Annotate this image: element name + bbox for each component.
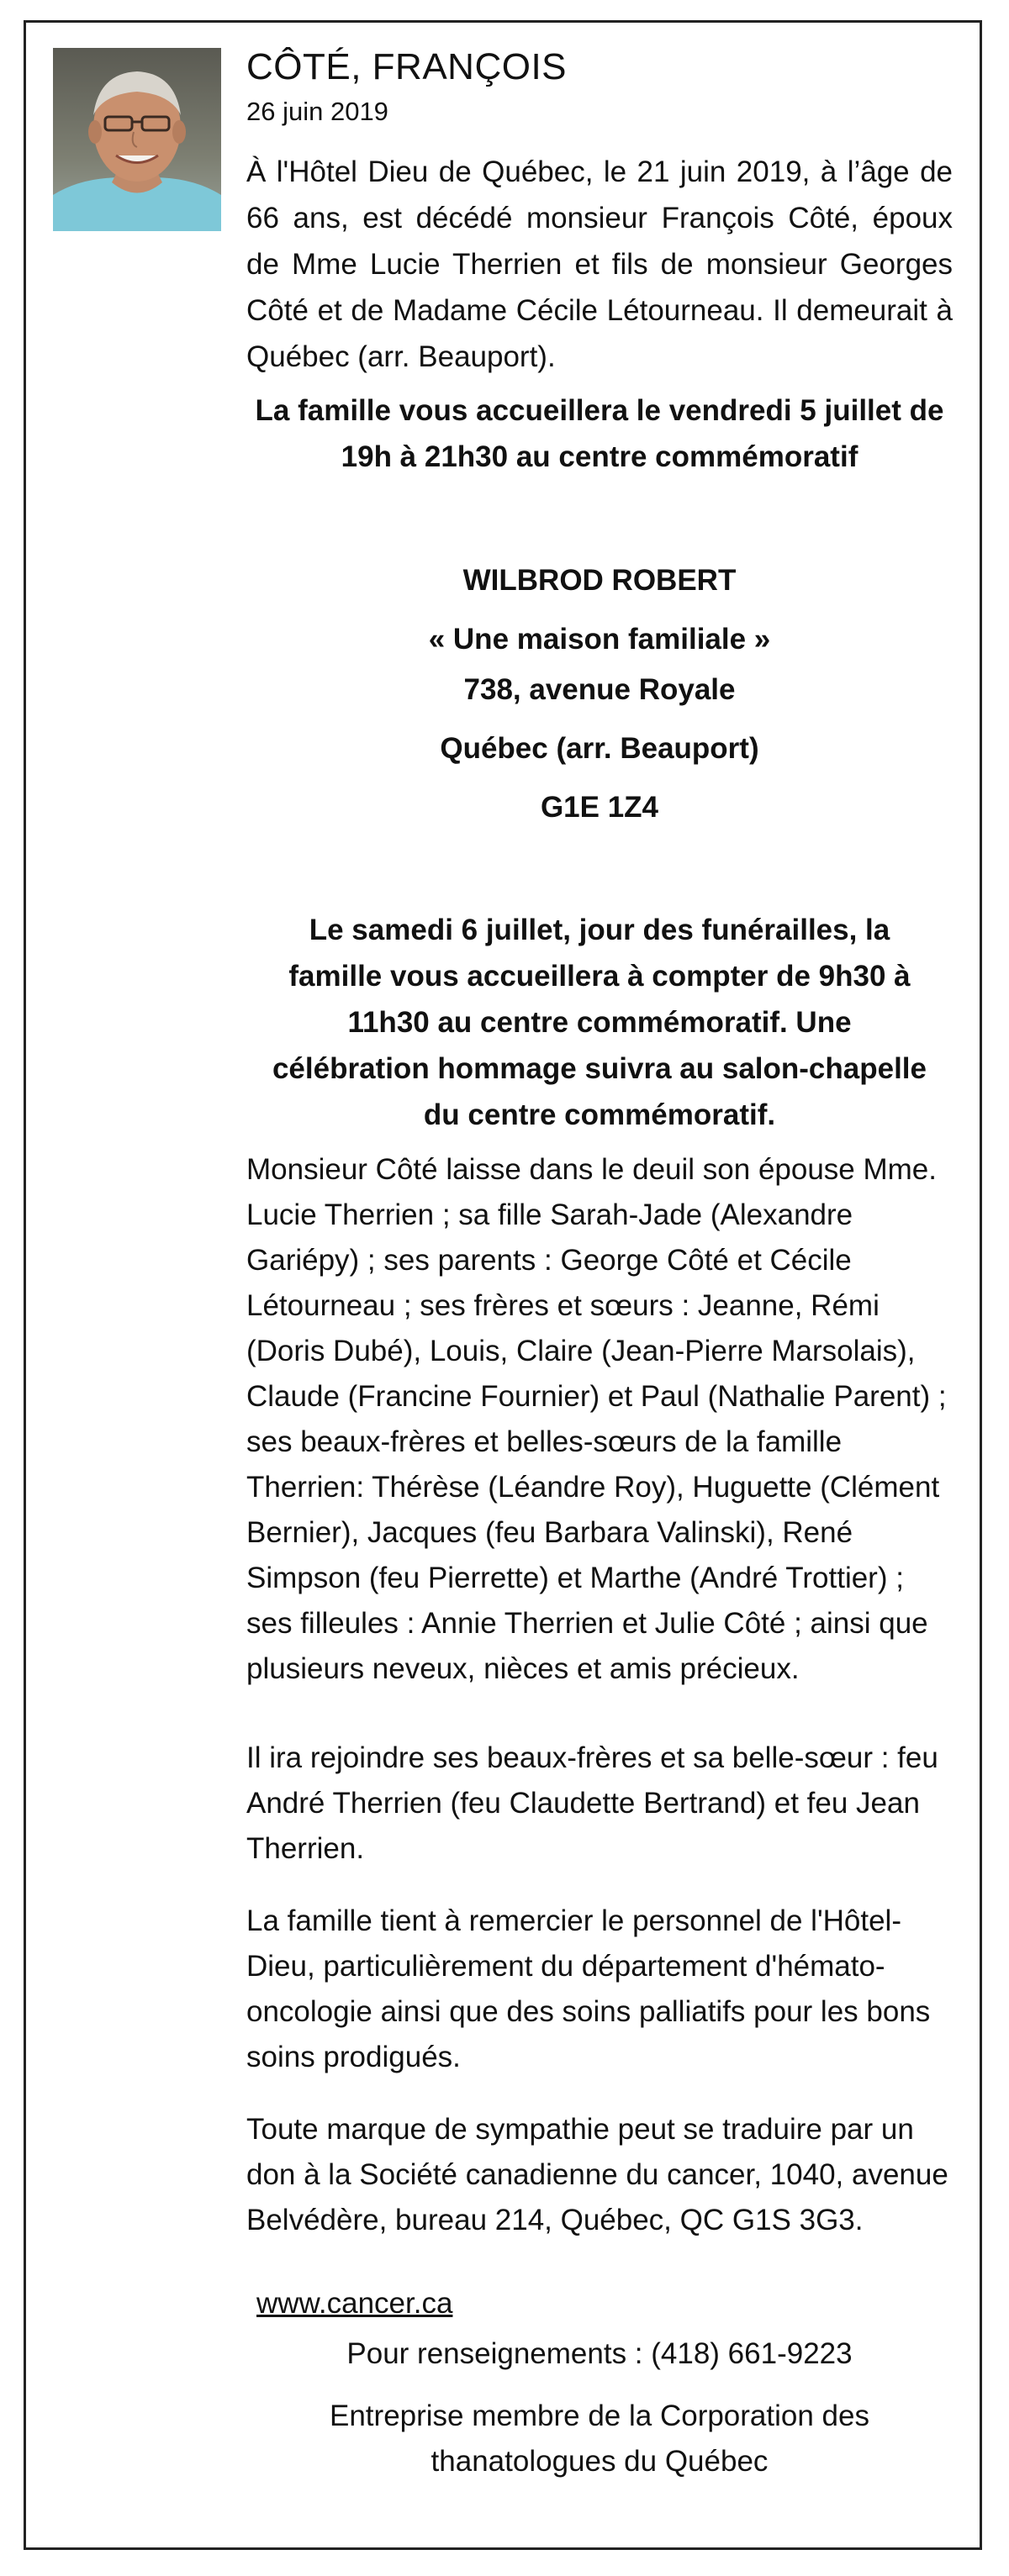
donation-paragraph: Toute marque de sympathie peut se traduire par un don à la Société canadienne du cancer, 1040, avenue Belvédère, bureau 214, Québec, QC G1S 3G3. (246, 2113, 948, 2236)
venue-name: WILBROD ROBERT (462, 564, 737, 597)
intro-paragraph: À l'Hôtel Dieu de Québec, le 21 juin 2019, à l’âge de 66 ans, est décédé monsieur François Côté, époux de Mme Lucie Therrien et fils de monsieur Georges Côté et de Madame Cécile Létourneau. Il demeurait à Québec (arr. Beauport). (246, 155, 953, 373)
venue-street: 738, avenue Royale (463, 673, 736, 706)
cancer-link-row (256, 2280, 963, 2326)
thanks-paragraph: La famille tient à remercier le personnel de l'Hôtel-Dieu, particulièrement du département d'hémato-oncologie ainsi que des soins palliatifs pour les bons soins prodigués. (246, 1904, 931, 2073)
survivors-paragraph: Monsieur Côté laisse dans le deuil son épouse Mme. Lucie Therrien ; sa fille Sarah-Jade (Alexandre Gariépy) ; ses parents : George Côté et Cécile Létourneau ; ses frères et sœurs : Jeanne, Rémi (Doris Dubé), Louis, Claire (Jean-Pierre Marsolais), Claude (Francine Fournier) et Paul (Nathalie Parent) ; ses beaux-frères et belles-sœurs de la famille Therrien: Thérèse (Léandre Roy), Huguette (Clément Bernier), Jacques (feu Barbara Valinski), René Simpson (feu Pierrette) et Marthe (André Trottier) ; ses filleules : Annie Therrien et Julie Côté ; ainsi que plusieurs neveux, nièces et amis précieux. (246, 1153, 947, 1685)
obituary-card (24, 20, 982, 2550)
visitation-friday: La famille vous accueillera le vendredi 5 juillet de 19h à 21h30 au centre commémoratif (255, 394, 944, 473)
member-line-2: thanatologues du Québec (431, 2445, 769, 2478)
visitation-saturday: Le samedi 6 juillet, jour des funérailles, la famille vous accueillera à compter de 9h30 à 11h30 au centre commémoratif. Une célébration hommage suivra au salon-chapelle du centre commémoratif. (272, 914, 927, 1131)
portrait-photo (53, 48, 221, 231)
venue-postal: G1E 1Z4 (540, 791, 659, 824)
publication-date: 26 juin 2019 (246, 97, 388, 126)
venue-city: Québec (arr. Beauport) (440, 732, 759, 765)
predeceased-paragraph: Il ira rejoindre ses beaux-frères et sa belle-sœur : feu André Therrien (feu Claudette Bertrand) et feu Jean Therrien. (246, 1741, 938, 1865)
cancer-society-link[interactable]: www.cancer.ca (256, 2287, 453, 2320)
deceased-name: CÔTÉ, FRANÇOIS (246, 46, 568, 87)
info-phone: Pour renseignements : (418) 661-9223 (346, 2337, 853, 2370)
venue-tagline: « Une maison familiale » (428, 623, 771, 656)
member-line-1: Entreprise membre de la Corporation des (330, 2400, 869, 2432)
